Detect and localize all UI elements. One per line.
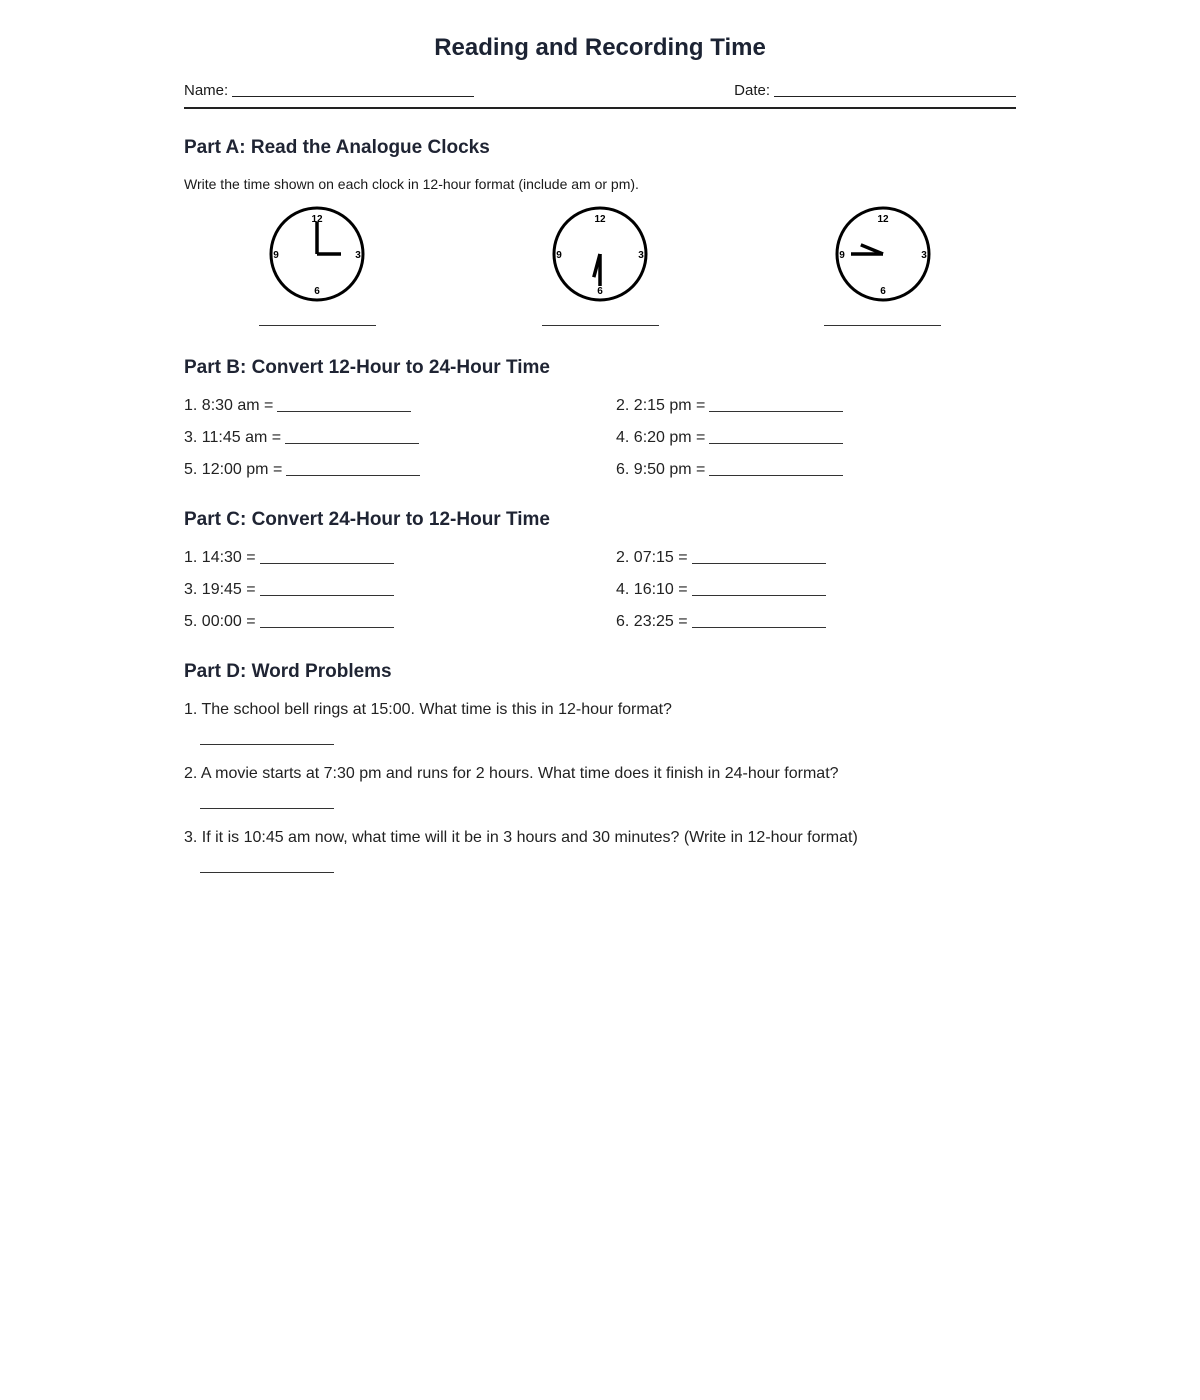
name-blank-line[interactable] (232, 80, 474, 97)
clock-numeral: 6 (597, 286, 603, 297)
answer-blank[interactable] (709, 427, 843, 444)
answer-blank[interactable] (709, 459, 843, 476)
answer-blank[interactable] (260, 579, 394, 596)
word-problem-1: 1. The school bell rings at 15:00. What time is this in 12-hour format? (184, 701, 672, 718)
answer-blank[interactable] (260, 547, 394, 564)
question-text: 3. 19:45 = (184, 581, 256, 598)
question-text: 5. 00:00 = (184, 613, 256, 630)
part-b-row (184, 458, 1016, 482)
answer-blank[interactable] (709, 395, 843, 412)
clock-numeral: 9 (556, 250, 562, 261)
part-b-row (184, 394, 1016, 418)
part-b-title: Part B: Convert 12-Hour to 24-Hour Time (184, 357, 550, 378)
answer-blank[interactable] (692, 611, 826, 628)
word-problem-2: 2. A movie starts at 7:30 pm and runs for 2 hours. What time does it finish in 24-hour format? (184, 765, 839, 782)
clock-2-answer-line[interactable] (542, 325, 659, 326)
answer-blank[interactable] (692, 579, 826, 596)
part-c-row (184, 578, 1016, 602)
part-b-question (184, 458, 420, 482)
clock-face-1 (269, 206, 365, 302)
part-c-question (616, 578, 826, 602)
part-c-question (616, 610, 826, 634)
name-field-group (184, 80, 474, 99)
date-label: Date: (734, 82, 770, 99)
question-text: 2. 2:15 pm = (616, 397, 706, 414)
part-a-instructions: Write the time shown on each clock in 12-hour format (include am or pm). (184, 176, 639, 192)
part-c-row (184, 546, 1016, 570)
answer-blank[interactable] (277, 395, 411, 412)
part-b-question (616, 426, 843, 450)
header-divider (184, 107, 1016, 109)
answer-blank[interactable] (692, 547, 826, 564)
clock-numeral: 9 (273, 250, 279, 261)
question-text: 6. 23:25 = (616, 613, 688, 630)
part-c-row (184, 610, 1016, 634)
clock-numeral: 9 (839, 250, 845, 261)
question-text: 4. 6:20 pm = (616, 429, 706, 446)
answer-blank[interactable] (285, 427, 419, 444)
part-a-title: Part A: Read the Analogue Clocks (184, 137, 490, 158)
part-c-question (184, 610, 394, 634)
part-c-question (616, 546, 826, 570)
clock-numeral: 3 (638, 250, 644, 261)
page-title: Reading and Recording Time (434, 34, 766, 61)
part-c-title: Part C: Convert 24-Hour to 12-Hour Time (184, 509, 550, 530)
clock-1-answer-line[interactable] (259, 325, 376, 326)
part-b-question (184, 426, 419, 450)
answer-blank[interactable] (260, 611, 394, 628)
name-label: Name: (184, 82, 229, 99)
clock-numeral: 3 (355, 250, 361, 261)
clock-face-2 (552, 206, 648, 302)
part-c-question (184, 546, 394, 570)
clock-numeral: 12 (594, 214, 606, 225)
part-b-row (184, 426, 1016, 450)
part-c-question (184, 578, 394, 602)
question-text: 3. 11:45 am = (184, 429, 282, 446)
part-b-question (184, 394, 411, 418)
answer-blank[interactable] (286, 459, 420, 476)
clock-numeral: 6 (880, 286, 886, 297)
part-b-question (616, 394, 843, 418)
question-text: 1. 8:30 am = (184, 397, 274, 414)
name-date-row (184, 80, 1016, 102)
clock-3-answer-line[interactable] (824, 325, 941, 326)
word-problem-3: 3. If it is 10:45 am now, what time will it be in 3 hours and 30 minutes? (Write in 12-hour format) (184, 829, 858, 846)
date-field-group (734, 80, 1016, 99)
clock-face-3 (835, 206, 931, 302)
word-problem-2-answer-line[interactable] (200, 808, 334, 809)
clock-numeral: 12 (877, 214, 889, 225)
part-b-question (616, 458, 843, 482)
part-d-title: Part D: Word Problems (184, 661, 392, 682)
date-blank-line[interactable] (774, 80, 1016, 97)
question-text: 5. 12:00 pm = (184, 461, 283, 478)
clock-numeral: 12 (311, 214, 323, 225)
clock-numeral: 3 (921, 250, 927, 261)
word-problem-3-answer-line[interactable] (200, 872, 334, 873)
question-text: 4. 16:10 = (616, 581, 688, 598)
word-problem-1-answer-line[interactable] (200, 744, 334, 745)
question-text: 1. 14:30 = (184, 549, 256, 566)
question-text: 2. 07:15 = (616, 549, 688, 566)
clock-numeral: 6 (314, 286, 320, 297)
question-text: 6. 9:50 pm = (616, 461, 706, 478)
